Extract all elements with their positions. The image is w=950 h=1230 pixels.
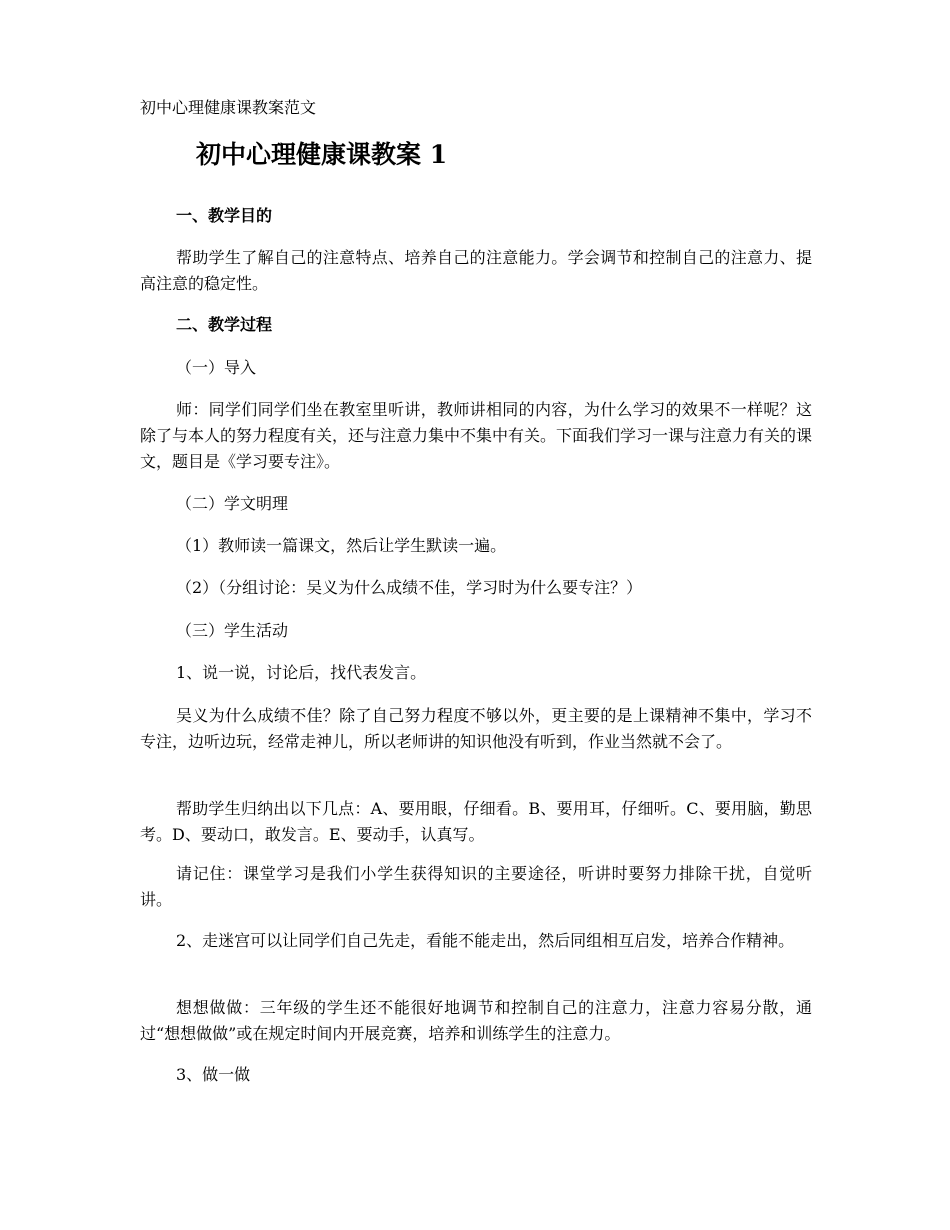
activity-item-3: 3、做一做 bbox=[176, 1065, 251, 1084]
paragraph-activity-1: 吴义为什么成绩不佳？除了自己努力程度不够以外，更主要的是上课精神不集中，学习不专注，边听边玩，经常走神儿，所以老师讲的知识他没有听到，作业当然就不会了。 bbox=[140, 706, 812, 751]
subheading-reading: （二）学文明理 bbox=[176, 494, 289, 513]
subheading-activities: （三）学生活动 bbox=[176, 621, 289, 640]
paragraph-objectives: 帮助学生了解自己的注意特点、培养自己的注意能力。学会调节和控制自己的注意力、提高注意的稳定性。 bbox=[140, 248, 812, 293]
paragraph-remember: 请记住：课堂学习是我们小学生获得知识的主要途径，听讲时要努力排除干扰，自觉听讲。 bbox=[140, 864, 812, 909]
paragraph-introduction: 师：同学们同学们坐在教室里听讲，教师讲相同的内容，为什么学习的效果不一样呢？这除了与本人的努力程度有关，还与注意力集中不集中有关。下面我们学习一课与注意力有关的课文，题目是《学习要专注》。 bbox=[140, 400, 813, 471]
paragraph-summary: 帮助学生归纳出以下几点：A、要用眼，仔细看。B、要用耳，仔细听。C、要用脑，勤思考。D、要动口，敢发言。E、要动手，认真写。 bbox=[140, 799, 812, 844]
document-label: 初中心理健康课教案范文 bbox=[140, 98, 317, 117]
document-title: 初中心理健康课教案 1 bbox=[196, 140, 448, 169]
list-item-reading-2: （2）（分组讨论：吴义为什么成绩不佳，学习时为什么要专注？） bbox=[176, 578, 643, 597]
list-item-reading-1: （1）教师读一篇课文，然后让学生默读一遍。 bbox=[176, 536, 507, 555]
section-heading-objectives: 一、教学目的 bbox=[176, 206, 273, 225]
subheading-introduction: （一）导入 bbox=[176, 358, 257, 377]
section-heading-process: 二、教学过程 bbox=[176, 315, 273, 334]
paragraph-think-and-do: 想想做做：三年级的学生还不能很好地调节和控制自己的注意力，注意力容易分散，通过“想想做做”或在规定时间内开展竞赛，培养和训练学生的注意力。 bbox=[140, 998, 812, 1043]
paragraph-activity-2: 2、走迷宫可以让同学们自己先走，看能不能走出，然后同组相互启发，培养合作精神。 bbox=[176, 931, 795, 950]
activity-item-1: 1、说一说，讨论后，找代表发言。 bbox=[176, 663, 427, 682]
